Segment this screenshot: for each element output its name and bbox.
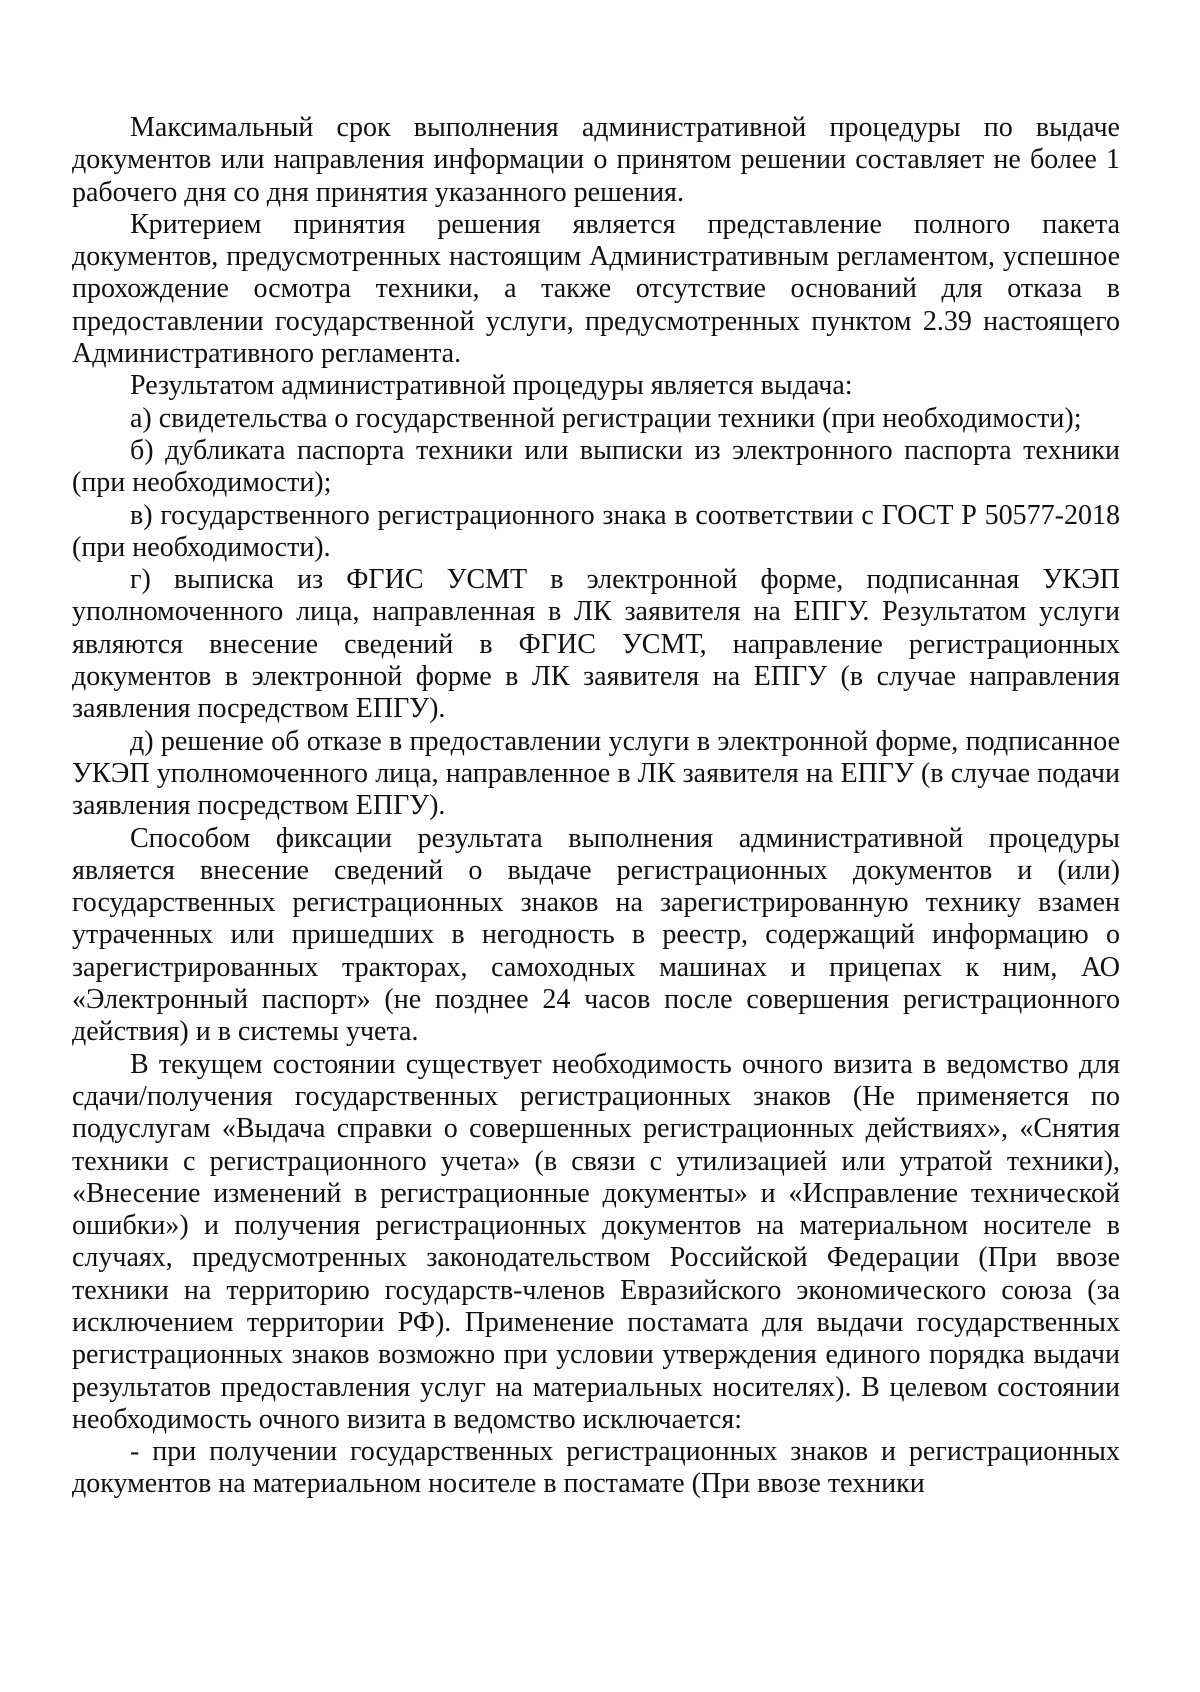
list-item-v: в) государственного регистрационного знака в соответствии с ГОСТ Р 50577-2018 (при необходимости).: [72, 499, 1120, 563]
paragraph-fixation-method: Способом фиксации результата выполнения административной процедуры является внесение сведений о выдаче регистрационных документов и (или) государственных регистрационных знаков на зарегистрированную технику взамен утраченных или пришедших в негодность в реестр, содержащий информацию о зарегистрированных тракторах, самоходных машинах и прицепах к ним, АО «Электронный паспорт» (не позднее 24 часов после совершения регистрационного действия) и в системы учета.: [72, 822, 1120, 1048]
list-item-d: д) решение об отказе в предоставлении услуги в электронной форме, подписанное УКЭП уполномоченного лица, направленное в ЛК заявителя на ЕПГУ (в случае подачи заявления посредством ЕПГУ).: [72, 725, 1120, 822]
paragraph-postamat-item: - при получении государственных регистрационных знаков и регистрационных документов на материальном носителе в постамате (При ввозе техники: [72, 1436, 1120, 1500]
paragraph-max-term: Максимальный срок выполнения административной процедуры по выдаче документов или направления информации о принятом решении составляет не более 1 рабочего дня со дня принятия указанного решения.: [72, 112, 1120, 208]
list-item-a: а) свидетельства о государственной регистрации техники (при необходимости);: [130, 402, 1082, 434]
paragraph-decision-criterion: Критерием принятия решения является представление полного пакета документов, предусмотренных настоящим Административным регламентом, успешное прохождение осмотра техники, а также отсутствие оснований для отказа в предоставлении государственной услуги, предусмотренных пунктом 2.39 настоящего Административного регламента.: [72, 208, 1120, 370]
document-page: [72, 112, 1120, 1501]
list-item-b: б) дубликата паспорта техники или выписки из электронного паспорта техники (при необходимости);: [72, 434, 1120, 499]
paragraph-result-intro: Результатом административной процедуры является выдача:: [130, 370, 853, 402]
list-item-g: г) выписка из ФГИС УСМТ в электронной форме, подписанная УКЭП уполномоченного лица, направленная в ЛК заявителя на ЕПГУ. Результатом услуги являются внесение сведений в ФГИС УСМТ, направление регистрационных документов в электронной форме в ЛК заявителя на ЕПГУ (в случае направления заявления посредством ЕПГУ).: [72, 564, 1120, 725]
paragraph-current-state: В текущем состоянии существует необходимость очного визита в ведомство для сдачи/получения государственных регистрационных знаков (Не применяется по подуслугам «Выдача справки о совершенных регистрационных действиях», «Снятия техники с регистрационного учета» (в связи с утилизацией или утратой техники), «Внесение изменений в регистрационные документы» и «Исправление технической ошибки») и получения регистрационных документов на материальном носителе в случаях, предусмотренных законодательством Российской Федерации (При ввозе техники на территорию государств-членов Евразийского экономического союза (за исключением территории РФ). Применение постамата для выдачи государственных регистрационных знаков возможно при условии утверждения единого порядка выдачи результатов предоставления услуг на материальных носителях). В целевом состоянии необходимость очного визита в ведомство исключается:: [72, 1048, 1120, 1435]
